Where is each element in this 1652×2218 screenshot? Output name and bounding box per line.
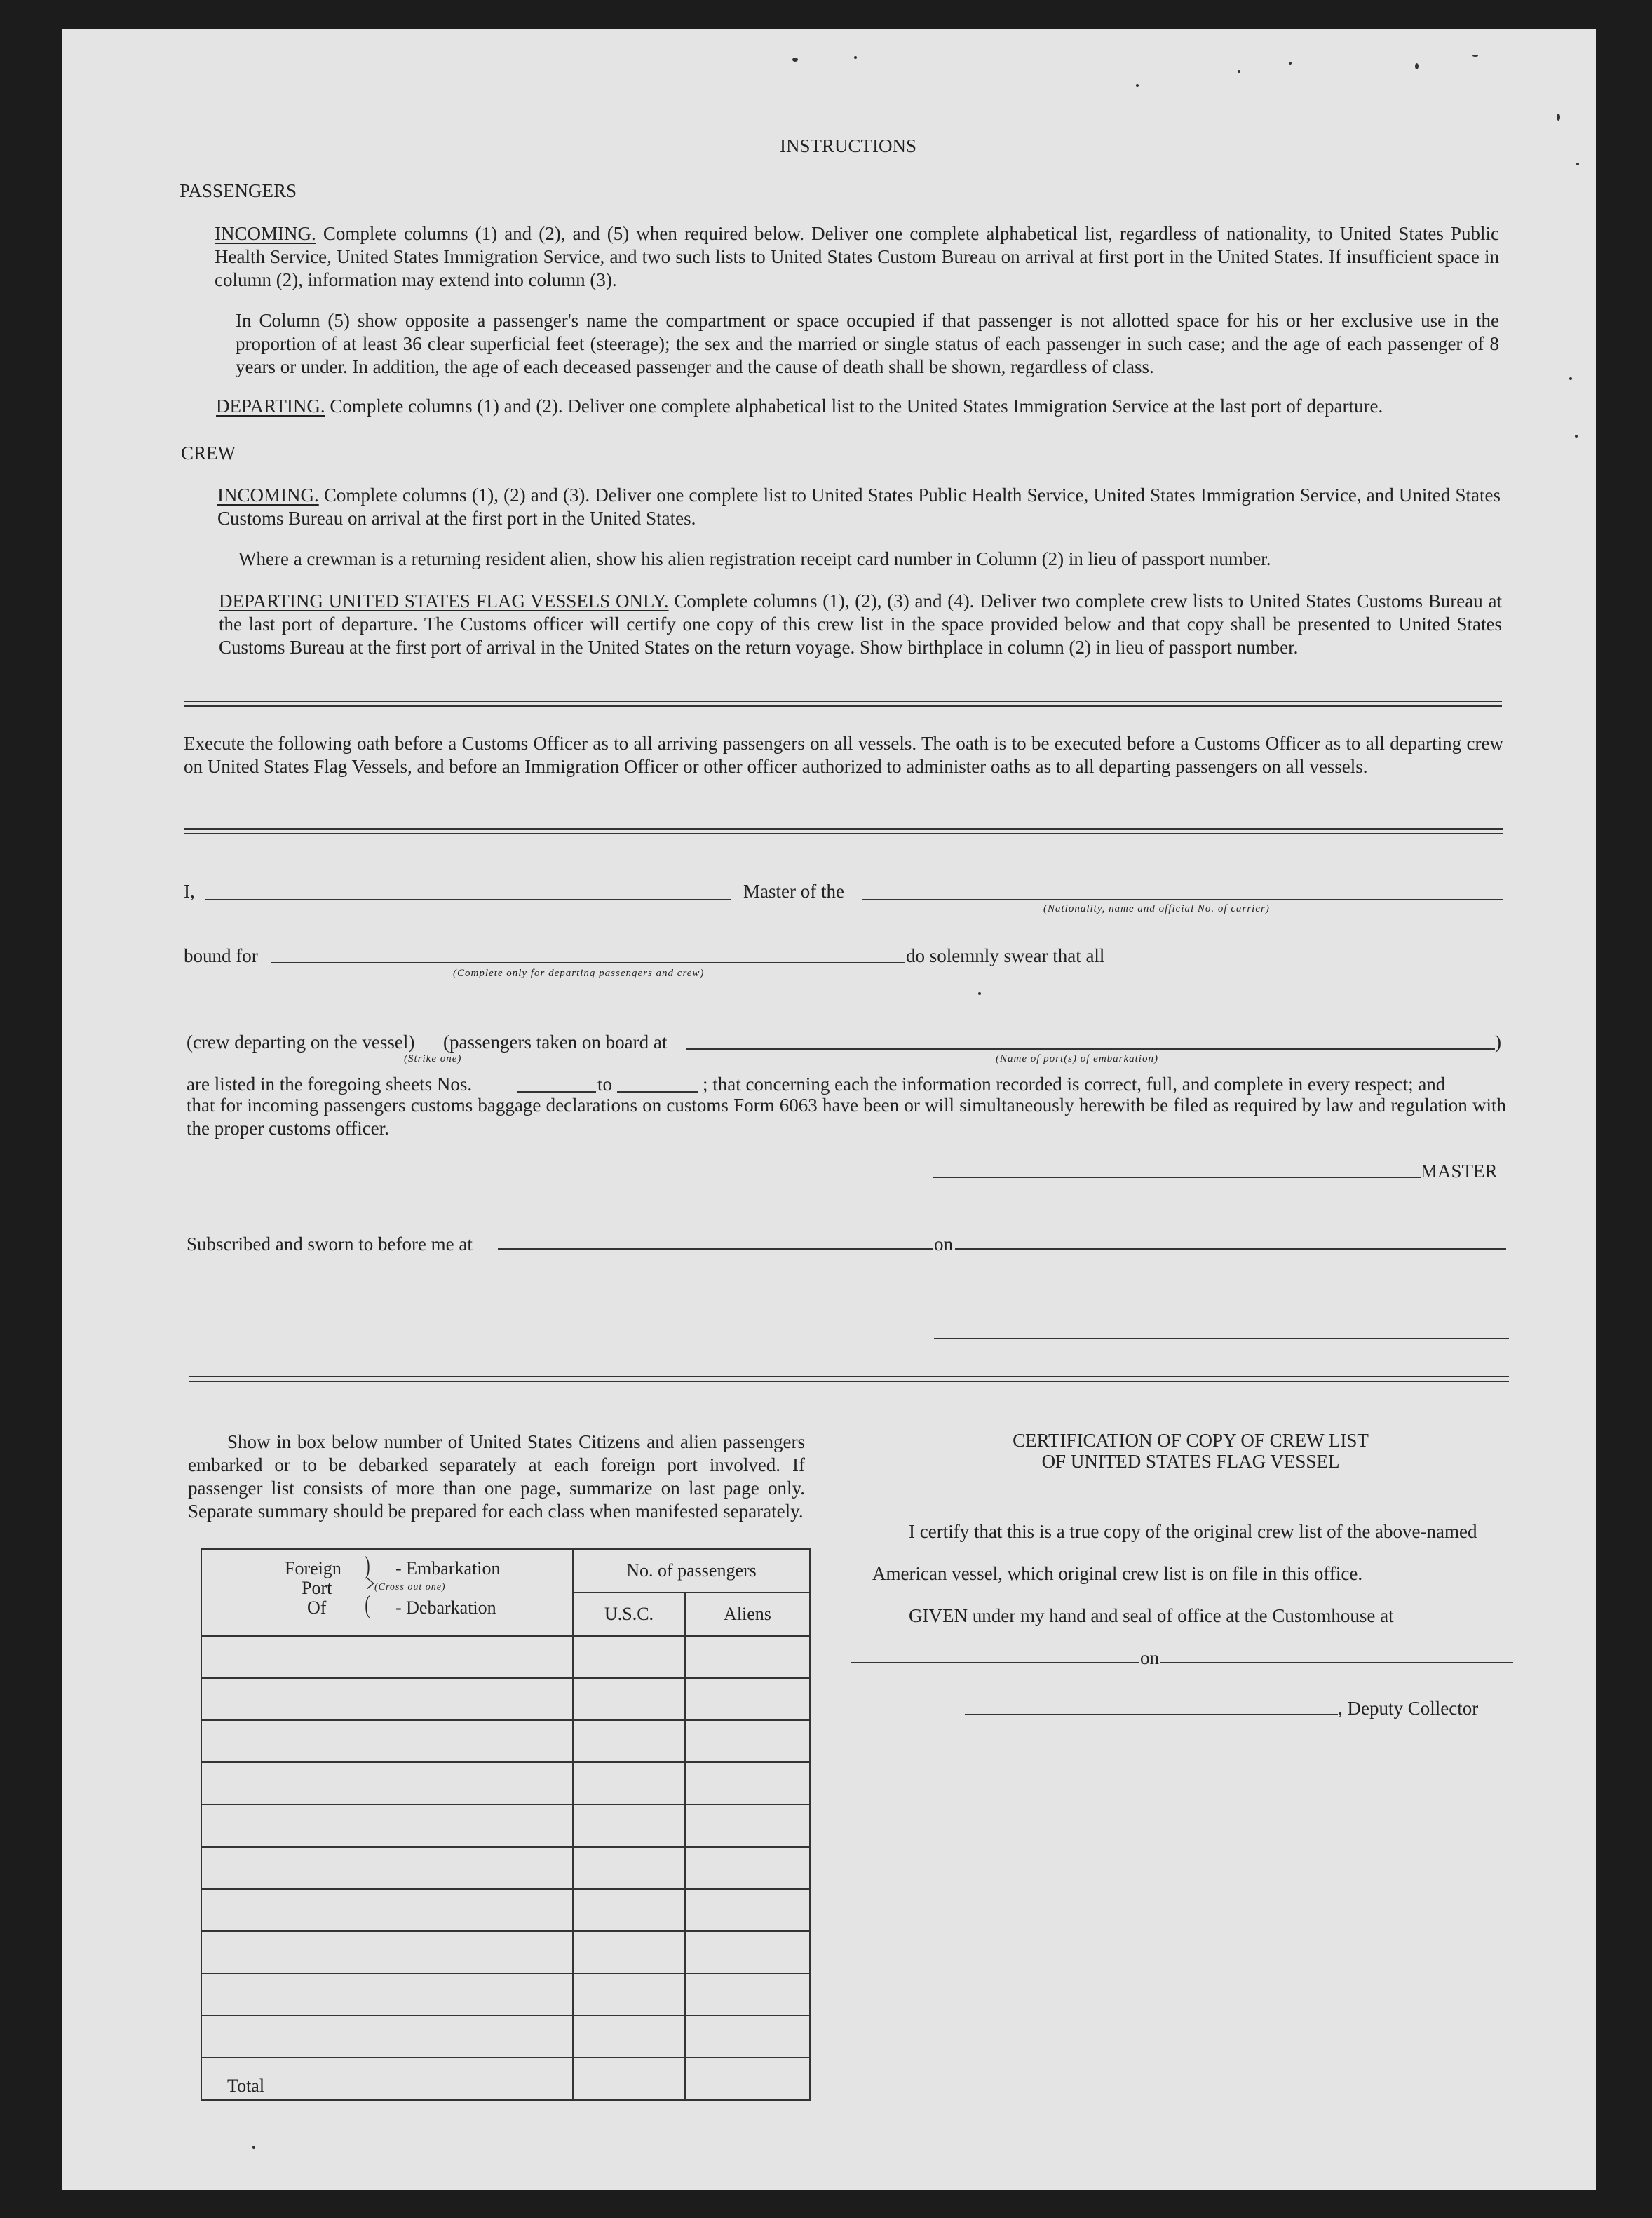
port-cell[interactable] bbox=[201, 1973, 573, 2015]
customhouse-place-field[interactable] bbox=[851, 1662, 1139, 1663]
crew-departing-paragraph bbox=[219, 590, 1502, 659]
certification-line-1: I certify that this is a true copy of the original crew list of the above-named bbox=[909, 1521, 1477, 1542]
port-label: Port bbox=[302, 1578, 332, 1598]
usc-header: U.S.C. bbox=[573, 1593, 685, 1636]
usc-cell[interactable] bbox=[573, 1847, 685, 1889]
scan-speck bbox=[252, 2146, 255, 2149]
sheet-to-field[interactable] bbox=[617, 1091, 698, 1093]
aliens-header: Aliens bbox=[685, 1593, 810, 1636]
scan-speck bbox=[1136, 84, 1139, 87]
subscribed-label: Subscribed and sworn to before me at bbox=[187, 1233, 473, 1255]
crew-incoming-paragraph bbox=[217, 484, 1501, 530]
table-row bbox=[201, 1678, 810, 1720]
double-rule bbox=[184, 701, 1502, 707]
scan-speck bbox=[1289, 62, 1292, 65]
scan-speck bbox=[978, 992, 981, 995]
scan-speck bbox=[792, 58, 798, 62]
total-label: Total bbox=[201, 2057, 573, 2100]
certification-date-field[interactable] bbox=[1160, 1662, 1513, 1663]
crew-incoming-text: Complete columns (1), (2) and (3). Deliver one complete list to United States Public Health Service, United States Immigration Service, and United States Customs Bureau on arrival at the first port in the United States. bbox=[217, 485, 1501, 529]
cross-out-note: (Cross out one) bbox=[374, 1582, 446, 1593]
sheet-from-field[interactable] bbox=[517, 1091, 596, 1093]
port-cell[interactable] bbox=[201, 1720, 573, 1762]
master-of-the-label: Master of the bbox=[743, 881, 844, 902]
brace-glyph: ( bbox=[365, 1590, 370, 1618]
passengers-taken-option: (passengers taken on board at bbox=[443, 1032, 668, 1053]
scan-speck bbox=[1576, 163, 1579, 165]
nationality-note: (Nationality, name and official No. of carrier) bbox=[1043, 903, 1270, 914]
passengers-incoming-text: Complete columns (1) and (2), and (5) when required below. Deliver one complete alphabetical list, regardless of nationality, to United States Public Health Service, United States Immigration Service, and two such lists to United States Custom Bureau on arrival at first port in the United States. If insufficient space in column (2), information may extend into column (3). bbox=[215, 223, 1499, 290]
port-cell[interactable] bbox=[201, 1931, 573, 1973]
complete-only-note: (Complete only for departing passengers and crew) bbox=[453, 968, 705, 979]
certification-on-label: on bbox=[1140, 1647, 1159, 1668]
table-row bbox=[201, 1847, 810, 1889]
aliens-cell[interactable] bbox=[685, 1636, 810, 1678]
sworn-date-field[interactable] bbox=[955, 1248, 1506, 1250]
aliens-cell[interactable] bbox=[685, 2015, 810, 2057]
certification-given: GIVEN under my hand and seal of office at the Customhouse at bbox=[909, 1605, 1394, 1626]
deputy-collector-label: , Deputy Collector bbox=[1338, 1698, 1479, 1719]
bound-for-field[interactable] bbox=[271, 962, 905, 963]
scan-speck bbox=[1238, 70, 1240, 73]
aliens-cell[interactable] bbox=[685, 1762, 810, 1804]
debarkation-option[interactable]: - Debarkation bbox=[395, 1597, 496, 1618]
oath-intro: Execute the following oath before a Customs Officer as to all arriving passengers on all vessels. The oath is to be executed before a Customs Officer as to all departing crew on United States Flag Vessels, and before an Immigration Officer or other officer authorized to administer oaths as to all departing passengers on all vessels. bbox=[184, 733, 1503, 777]
passengers-incoming-label: INCOMING. bbox=[215, 223, 316, 244]
table-row bbox=[201, 2015, 810, 2057]
port-cell[interactable] bbox=[201, 1636, 573, 1678]
table-row bbox=[201, 1720, 810, 1762]
brace-glyph: > bbox=[366, 1569, 375, 1597]
table-row bbox=[201, 1636, 810, 1678]
oath-i-label: I, bbox=[184, 881, 195, 902]
passengers-column5-paragraph: In Column (5) show opposite a passenger's name the compartment or space occupied if that passenger is not allotted space for his or her exclusive use in the proportion of at least 36 clear superficial feet (steerage); the sex and the married or single status of each passenger in such case; and the age of each passenger of 8 years or under. In addition, the age of each deceased passenger and the cause of death shall be shown, regardless of class. bbox=[236, 310, 1499, 377]
usc-cell[interactable] bbox=[573, 1678, 685, 1720]
embarkation-option[interactable]: - Embarkation bbox=[395, 1558, 501, 1578]
usc-total-cell[interactable] bbox=[573, 2057, 685, 2100]
foreign-label: Foreign bbox=[285, 1558, 341, 1578]
strike-one-note: (Strike one) bbox=[404, 1053, 462, 1064]
bound-for-label: bound for bbox=[184, 945, 258, 966]
crew-departing-label: DEPARTING UNITED STATES FLAG VESSELS ONLY. bbox=[219, 590, 669, 611]
deputy-collector-signature-field[interactable] bbox=[965, 1714, 1338, 1715]
port-cell[interactable] bbox=[201, 1762, 573, 1804]
page-title: INSTRUCTIONS bbox=[780, 135, 917, 156]
listed-text-a: are listed in the foregoing sheets Nos. bbox=[187, 1074, 473, 1095]
certification-title-2: OF UNITED STATES FLAG VESSEL bbox=[1041, 1451, 1340, 1472]
crew-departing-option: (crew departing on the vessel) bbox=[187, 1032, 415, 1053]
double-rule bbox=[189, 1376, 1509, 1382]
usc-cell[interactable] bbox=[573, 1762, 685, 1804]
aliens-cell[interactable] bbox=[685, 1678, 810, 1720]
usc-cell[interactable] bbox=[573, 1636, 685, 1678]
crew-heading: CREW bbox=[181, 442, 236, 464]
crew-incoming-label: INCOMING. bbox=[217, 485, 319, 506]
aliens-cell[interactable] bbox=[685, 1720, 810, 1762]
port-cell[interactable] bbox=[201, 1804, 573, 1846]
table-row bbox=[201, 1804, 810, 1846]
scan-speck bbox=[1415, 63, 1419, 69]
double-rule bbox=[184, 828, 1503, 834]
listed-to: to bbox=[597, 1074, 613, 1095]
master-signature-field[interactable] bbox=[933, 1177, 1421, 1178]
swear-text: do solemnly swear that all bbox=[906, 945, 1105, 966]
passengers-departing-text: Complete columns (1) and (2). Deliver one complete alphabetical list to the United States Immigration Service at the last port of departure. bbox=[330, 395, 1383, 417]
certification-title-1: CERTIFICATION OF COPY OF CREW LIST bbox=[1013, 1430, 1369, 1451]
table-row bbox=[201, 1762, 810, 1804]
listed-text-c: that for incoming passengers customs baggage declarations on customs Form 6063 have been or will simultaneously herewith be filed as required by law and regulation with the proper customs officer. bbox=[187, 1095, 1506, 1139]
port-cell[interactable] bbox=[201, 1889, 573, 1931]
usc-cell[interactable] bbox=[573, 1889, 685, 1931]
passengers-heading: PASSENGERS bbox=[180, 180, 297, 201]
table-row bbox=[201, 1931, 810, 1973]
aliens-cell[interactable] bbox=[685, 1973, 810, 2015]
carrier-field[interactable] bbox=[862, 899, 1503, 900]
passengers-incoming-paragraph bbox=[215, 222, 1499, 292]
port-cell[interactable] bbox=[201, 1847, 573, 1889]
scan-speck bbox=[1575, 435, 1578, 438]
aliens-cell[interactable] bbox=[685, 1847, 810, 1889]
passengers-departing-paragraph bbox=[216, 395, 1499, 418]
aliens-cell[interactable] bbox=[685, 1931, 810, 1973]
summary-instructions: Show in box below number of United States Citizens and alien passengers embarked or to be debarked separately at each foreign port involved. If passenger list consists of more than one page, summarize on last page only. Separate summary should be prepared for each class when manifested separately. bbox=[188, 1431, 805, 1522]
listed-text-b: ; that concerning each the information recorded is correct, full, and complete in every respect; and bbox=[703, 1074, 1446, 1095]
brace-glyph: ) bbox=[365, 1551, 370, 1579]
usc-cell[interactable] bbox=[573, 1720, 685, 1762]
total-row bbox=[201, 2057, 810, 2100]
crew-departing-text: Complete columns (1), (2), (3) and (4). Deliver two complete crew lists to United States Customs Bureau at the last port of departure. The Customs officer will certify one copy of this crew list in the space provided below and that copy shall be presented to United States Customs Bureau at the first port of arrival in the United States on the return voyage. Show birthplace in column (2) in lieu of passport number. bbox=[219, 590, 1502, 658]
scan-speck bbox=[854, 56, 857, 59]
scan-speck bbox=[1472, 55, 1478, 57]
ports-field[interactable] bbox=[686, 1048, 1495, 1050]
aliens-cell[interactable] bbox=[685, 1889, 810, 1931]
table-row bbox=[201, 1973, 810, 2015]
port-cell[interactable] bbox=[201, 2015, 573, 2057]
usc-cell[interactable] bbox=[573, 1931, 685, 1973]
certification-line-2: American vessel, which original crew list is on file in this office. bbox=[872, 1563, 1363, 1584]
crew-resident-paragraph: Where a crewman is a returning resident alien, show his alien registration receipt card number in Column (2) in lieu of passport number. bbox=[238, 548, 1271, 569]
scan-speck bbox=[1569, 377, 1572, 380]
aliens-total-cell[interactable] bbox=[685, 2057, 810, 2100]
usc-cell[interactable] bbox=[573, 1804, 685, 1846]
passenger-summary-table bbox=[201, 1548, 811, 2101]
master-label: MASTER bbox=[1421, 1161, 1498, 1182]
no-passengers-header: No. of passengers bbox=[573, 1549, 810, 1593]
usc-cell[interactable] bbox=[573, 1973, 685, 2015]
aliens-cell[interactable] bbox=[685, 1804, 810, 1846]
officer-signature-field[interactable] bbox=[934, 1338, 1509, 1339]
master-name-field[interactable] bbox=[205, 899, 731, 900]
close-paren: ) bbox=[1495, 1032, 1501, 1053]
usc-cell[interactable] bbox=[573, 2015, 685, 2057]
ports-note: (Name of port(s) of embarkation) bbox=[996, 1053, 1158, 1064]
of-label: Of bbox=[307, 1597, 327, 1618]
passengers-departing-label: DEPARTING. bbox=[216, 395, 325, 417]
table-row bbox=[201, 1889, 810, 1931]
port-cell[interactable] bbox=[201, 1678, 573, 1720]
sworn-place-field[interactable] bbox=[498, 1248, 933, 1250]
port-header-cell bbox=[201, 1549, 573, 1636]
scan-speck bbox=[1557, 114, 1560, 121]
sworn-on-label: on bbox=[934, 1233, 953, 1255]
